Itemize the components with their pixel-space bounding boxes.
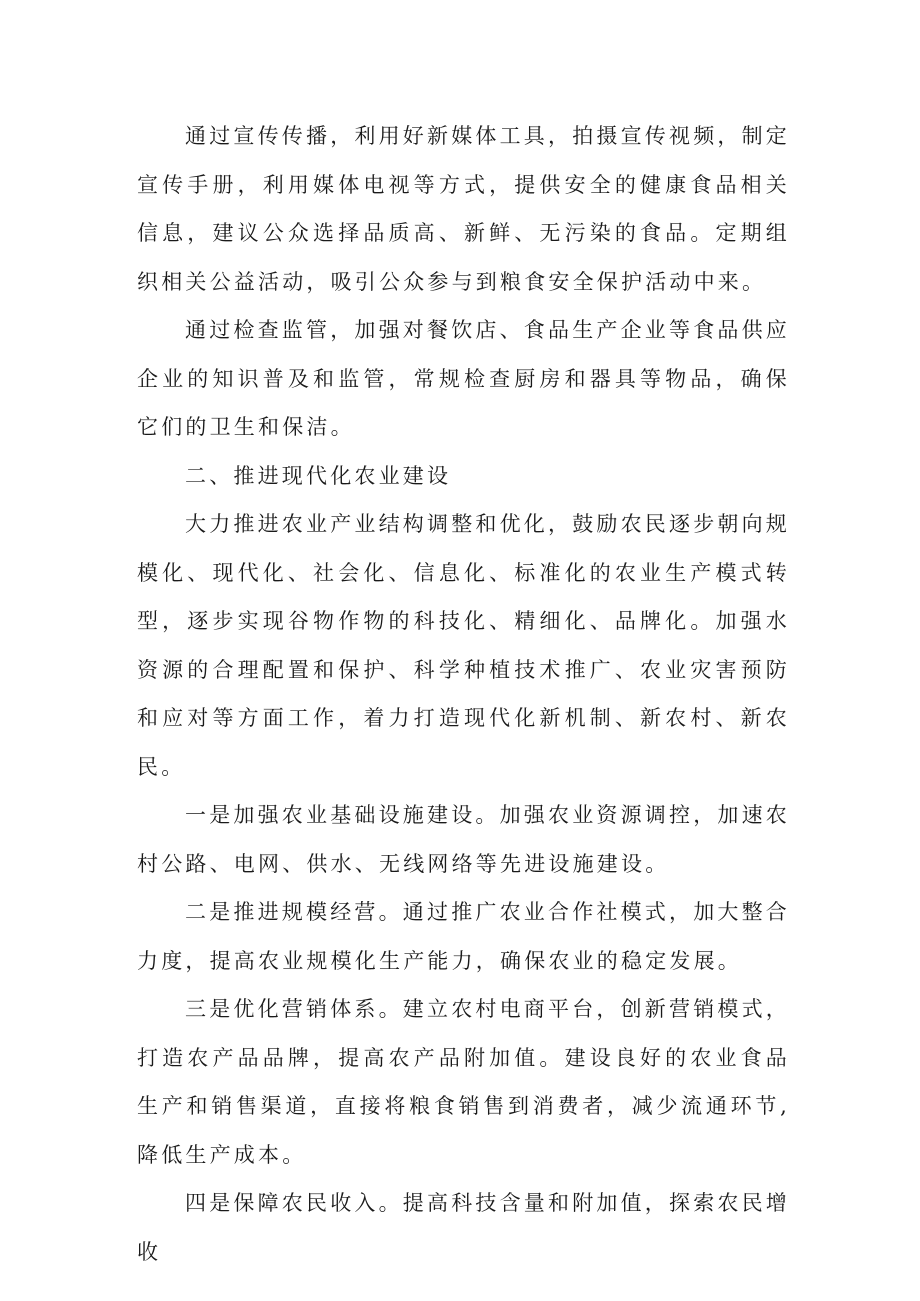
section-heading: 二、推进现代化农业建设 <box>185 463 452 488</box>
paragraph-publicity: 通过宣传传播，利用好新媒体工具，拍摄宣传视频，制定宣传手册，利用媒体电视等方式，提供安全的健康食品相关信息，建议公众选择品质高、新鲜、无污染的食品。定期组织相关公益活动，吸引公众参与到粮食安全保护活动中来。 <box>137 124 790 294</box>
document-page <box>137 112 790 1276</box>
paragraph-infrastructure: 一是加强农业基础设施建设。加强农业资源调控，加速农村公路、电网、供水、无线网络等先进设施建设。 <box>137 803 790 876</box>
paragraph-modernization: 大力推进农业产业结构调整和优化，鼓励农民逐步朝向规模化、现代化、社会化、信息化、标准化的农业生产模式转型，逐步实现谷物作物的科技化、精细化、品牌化。加强水资源的合理配置和保护、科学种植技术推广、农业灾害预防和应对等方面工作，着力打造现代化新机制、新农村、新农民。 <box>137 512 790 779</box>
paragraph-income: 四是保障农民收入。提高科技含量和附加值，探索农民增收 <box>137 1191 790 1264</box>
paragraph-marketing: 三是优化营销体系。建立农村电商平台，创新营销模式，打造农产品品牌，提高农产品附加值。建设良好的农业食品生产和销售渠道，直接将粮食销售到消费者，减少流通环节,降低生产成本。 <box>137 997 790 1167</box>
paragraph-scale-operation: 二是推进规模经营。通过推广农业合作社模式，加大整合力度，提高农业规模化生产能力，确保农业的稳定发展。 <box>137 900 790 973</box>
paragraph-supervision: 通过检查监管，加强对餐饮店、食品生产企业等食品供应企业的知识普及和监管，常规检查厨房和器具等物品，确保它们的卫生和保洁。 <box>137 318 790 439</box>
